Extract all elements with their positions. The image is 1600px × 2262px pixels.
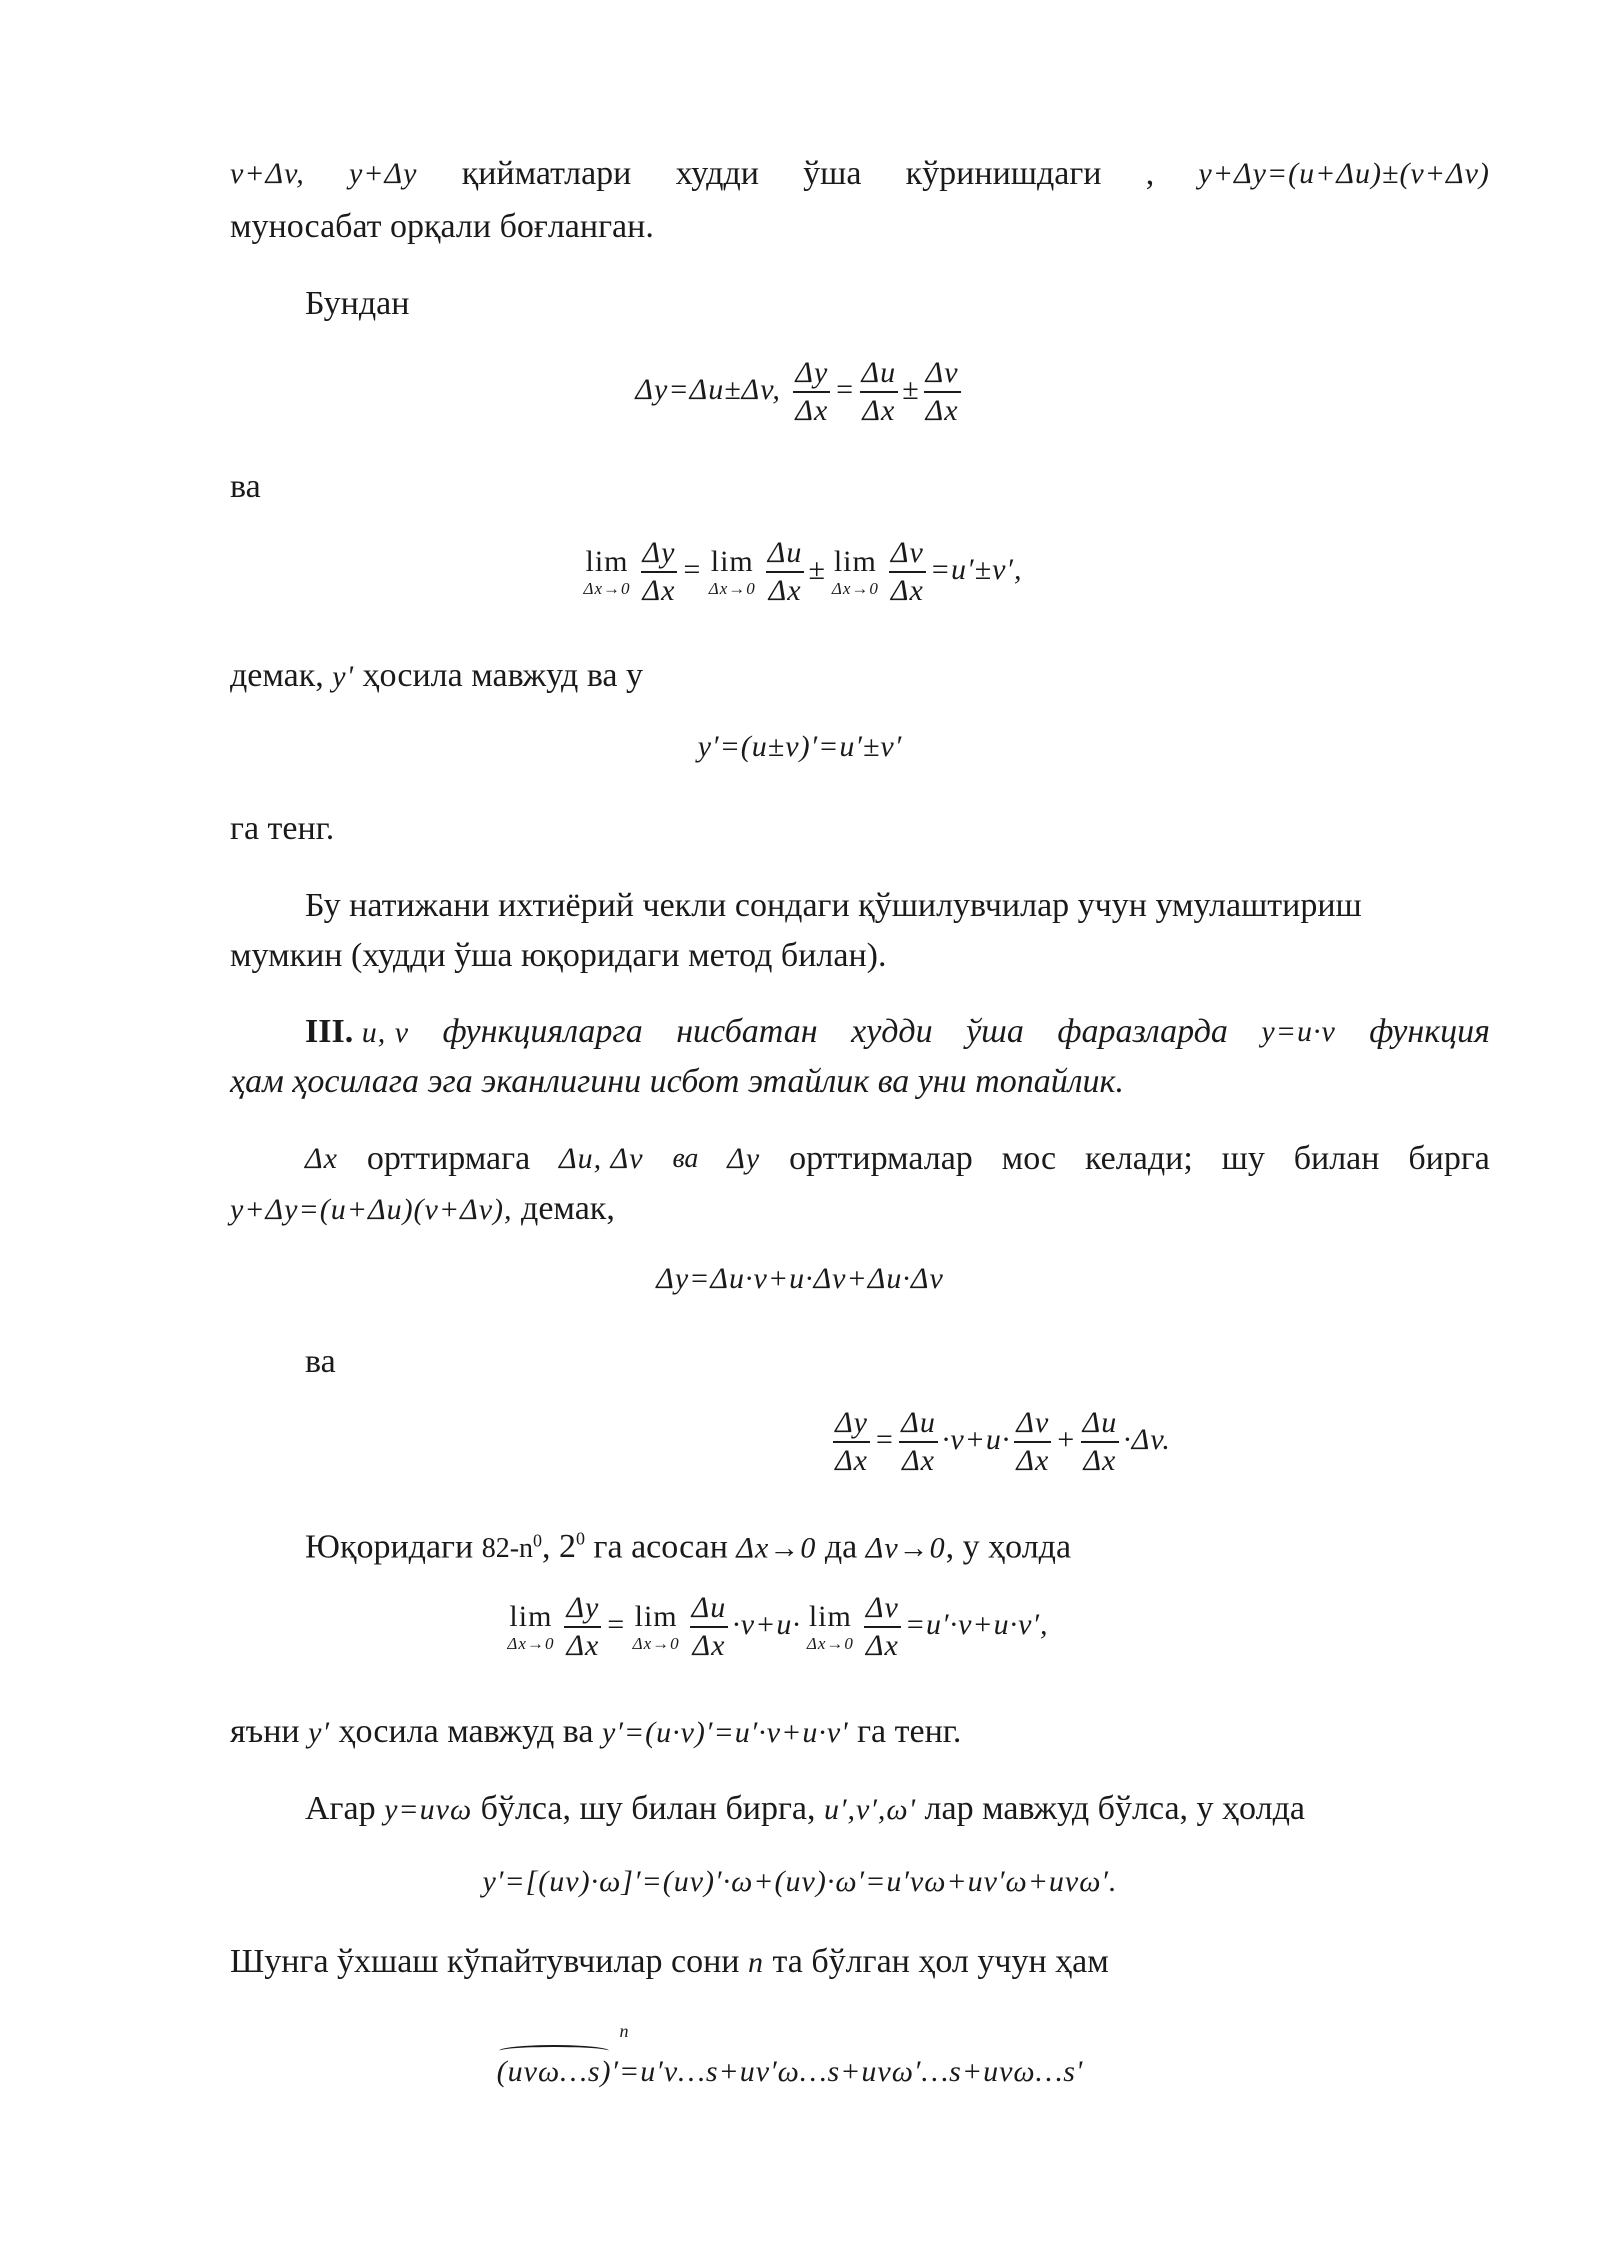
fraction	[564, 1590, 601, 1664]
denominator: Δx	[902, 1444, 936, 1477]
paragraph-2-line-2: мумкин (худди ўша юқоридаги метод билан).	[230, 937, 887, 974]
denominator: Δx	[925, 394, 959, 427]
equation-5	[200, 1405, 1600, 1479]
overbrace	[499, 2045, 610, 2057]
formula: y+Δy=(u+Δu)±(v+Δv)	[1198, 157, 1490, 190]
word: бирга	[1408, 1140, 1490, 1177]
word: келади;	[1085, 1140, 1193, 1177]
word: Шунга ўхшаш кўпайтувчилар сони	[230, 1943, 740, 1980]
operator: ±	[808, 552, 826, 586]
eq2-rhs: =u′±v′,	[929, 552, 1023, 586]
paragraph-1-line-1	[230, 150, 1490, 198]
superscript: 0	[533, 1531, 543, 1551]
operator: =	[874, 1422, 896, 1456]
text-bundan: Бундан	[305, 285, 410, 322]
word: нисбатан	[676, 1013, 818, 1050]
word: функция	[1369, 1013, 1490, 1050]
formula: y′=(u·v)′=u′·v+u·v'	[602, 1716, 849, 1749]
text-yani	[230, 1708, 1490, 1757]
fraction	[793, 355, 830, 429]
word: орттирмага	[366, 1140, 531, 1177]
word: ,	[542, 1528, 551, 1566]
lim-word: lim	[585, 545, 629, 578]
product-with-overbrace	[496, 2021, 630, 2089]
operator: =	[834, 372, 856, 406]
word: га тенг.	[857, 1713, 962, 1750]
limit	[709, 545, 756, 599]
word: демак,	[230, 657, 324, 694]
word: да	[824, 1528, 858, 1566]
formula: y′	[308, 1716, 331, 1749]
denominator: Δx	[1016, 1444, 1050, 1477]
brace-label: n	[619, 2021, 630, 2041]
fraction	[1014, 1405, 1051, 1479]
lim-word: lim	[634, 1600, 678, 1633]
superscript: 0	[576, 1529, 586, 1549]
numerator: Δv	[864, 1590, 901, 1628]
formula: y+Δy	[348, 157, 418, 190]
formula: y=uvω	[384, 1793, 473, 1826]
eq6-mid: ·v+u·	[732, 1607, 801, 1641]
word: ҳосила мавжуд ва у	[362, 657, 644, 694]
text-demak	[230, 652, 1490, 701]
word: худди	[675, 155, 759, 192]
word: ҳосила мавжуд ва	[338, 1713, 594, 1750]
numerator: Δy	[641, 535, 678, 573]
equation-8	[0, 2021, 1590, 2089]
lim-subscript: Δx→0	[806, 1634, 854, 1653]
limit	[584, 545, 631, 599]
text-ga-teng: га тенг.	[230, 810, 335, 847]
paragraph-3-line-2: ҳам ҳосилага эга эканлигини исбот этайлик ва уни топайлик.	[230, 1063, 1124, 1100]
limit	[832, 545, 879, 599]
formula: y'	[332, 660, 355, 693]
fraction	[690, 1590, 729, 1664]
limit	[507, 1600, 554, 1654]
lim-word: lim	[808, 1600, 852, 1633]
word: фаразларда	[1057, 1013, 1228, 1050]
word: мос	[1001, 1140, 1057, 1177]
word: билан	[1293, 1140, 1380, 1177]
fraction	[766, 535, 805, 609]
numerator: Δu	[690, 1590, 729, 1628]
formula: y+Δy=(u+Δu)(v+Δv),	[230, 1193, 513, 1226]
operator: =	[681, 552, 703, 586]
limit	[633, 1600, 680, 1654]
formula: v+Δv,	[230, 157, 305, 190]
formula: n	[748, 1946, 764, 1979]
word: бўлса, шу билан бирга,	[480, 1790, 816, 1827]
equation-4: Δy=Δu·v+u·Δv+Δu·Δv	[656, 1262, 944, 1295]
eq5-end: ·Δv.	[1123, 1422, 1171, 1456]
product: (uvω…s)	[496, 2055, 612, 2088]
denominator: Δx	[862, 394, 896, 427]
eq8-rhs: ′=u′v…s+uv′ω…s+uvω′…s+uvω…s'	[611, 2055, 1084, 2088]
word: та бўлган ҳол учун ҳам	[772, 1943, 1109, 1980]
word: шу	[1221, 1140, 1265, 1177]
numerator: Δv	[889, 535, 926, 573]
formula: y=u·v	[1261, 1015, 1336, 1048]
denominator: Δx	[835, 1444, 868, 1477]
formula: 82-n	[481, 1533, 534, 1565]
operator: =	[605, 1607, 627, 1641]
numerator: Δy	[564, 1590, 601, 1628]
eq6-rhs: =u′·v+u·v′,	[904, 1607, 1049, 1641]
word: функцияларга	[442, 1013, 643, 1050]
denominator: Δx	[768, 574, 802, 607]
formula: Δy	[727, 1142, 761, 1175]
equation-7: y′=[(uv)·ω]′=(uv)′·ω+(uv)·ω′=u′vω+uv′ω+uvω′.	[482, 1865, 1118, 1898]
numerator: Δy	[793, 355, 830, 393]
denominator: Δx	[890, 574, 924, 607]
paragraph-3-line-1	[305, 1008, 1490, 1057]
numerator: Δu	[766, 535, 805, 573]
lim-word: lim	[509, 1600, 553, 1633]
paragraph-1-line-2: муносабат орқали боғланган.	[230, 208, 654, 245]
eq1-lhs: Δy=Δu±Δv,	[635, 372, 781, 406]
denominator: Δx	[795, 394, 829, 427]
text-agar	[305, 1785, 1565, 1834]
denominator: Δx	[865, 1629, 899, 1662]
lim-word: lim	[710, 545, 754, 578]
lim-subscript: Δx→0	[583, 579, 631, 598]
word: лар мавжуд бўлса, у ҳолда	[924, 1790, 1305, 1827]
paragraph-2-line-1: Бу натижани ихтиёрий чекли сондаги қўшилувчилар учун умулаштириш	[305, 887, 1362, 924]
word: ,	[1145, 155, 1155, 192]
formula: Δv→0	[865, 1531, 946, 1565]
denominator: Δx	[1083, 1444, 1117, 1477]
word: Юқоридаги	[305, 1528, 474, 1566]
paragraph-5	[305, 1515, 1565, 1573]
numerator: Δv	[1014, 1405, 1051, 1443]
limit	[807, 1600, 854, 1654]
lim-subscript: Δx→0	[507, 1634, 555, 1653]
word: Агар	[305, 1790, 376, 1827]
word: худди	[851, 1013, 933, 1050]
lim-subscript: Δx→0	[632, 1634, 680, 1653]
word: қийматлари	[461, 155, 632, 192]
formula: u, v	[361, 1016, 410, 1049]
paragraph-4-line-1	[305, 1135, 1490, 1183]
operator: ±	[902, 372, 920, 406]
fraction	[833, 1405, 870, 1479]
fraction	[641, 535, 678, 609]
paragraph-4-line-2	[230, 1185, 1490, 1234]
word: га асосан	[593, 1528, 728, 1566]
text-va: ва	[305, 1343, 336, 1380]
formula: 2	[559, 1528, 577, 1566]
eq5-mid: ·v+u·	[941, 1422, 1011, 1456]
word: ўша	[966, 1013, 1024, 1050]
equation-6	[0, 1590, 1575, 1664]
fraction	[860, 355, 899, 429]
equation-2	[0, 535, 1600, 609]
word: демак,	[521, 1190, 615, 1227]
word: ўша	[803, 155, 862, 192]
operator: +	[1055, 1422, 1077, 1456]
word: ва	[672, 1143, 699, 1174]
formula: Δx	[305, 1142, 338, 1175]
numerator: Δy	[833, 1405, 870, 1443]
formula: u′,v′,ω'	[823, 1793, 917, 1826]
word: кўринишдаги	[905, 155, 1102, 192]
formula: Δx→0	[736, 1531, 817, 1565]
word: яъни	[230, 1713, 300, 1750]
numerator: Δu	[899, 1405, 938, 1443]
fraction	[924, 355, 961, 429]
text-shunga	[230, 1938, 1490, 1987]
denominator: Δx	[566, 1629, 600, 1662]
lim-subscript: Δx→0	[831, 579, 879, 598]
fraction	[1081, 1405, 1120, 1479]
denominator: Δx	[642, 574, 676, 607]
fraction	[864, 1590, 901, 1664]
word: , у ҳолда	[945, 1528, 1072, 1566]
section-number: III.	[305, 1013, 354, 1050]
lim-word: lim	[833, 545, 877, 578]
equation-1	[0, 355, 1600, 429]
fraction	[889, 535, 926, 609]
numerator: Δu	[860, 355, 899, 393]
numerator: Δu	[1081, 1405, 1120, 1443]
equation-3: y′=(u±v)′=u′±v′	[697, 730, 903, 763]
lim-subscript: Δx→0	[708, 579, 756, 598]
text-va: ва	[230, 468, 261, 505]
formula: Δu, Δv	[559, 1142, 644, 1175]
fraction	[899, 1405, 938, 1479]
denominator: Δx	[692, 1629, 726, 1662]
word: орттирмалар	[789, 1140, 973, 1177]
numerator: Δv	[924, 355, 961, 393]
